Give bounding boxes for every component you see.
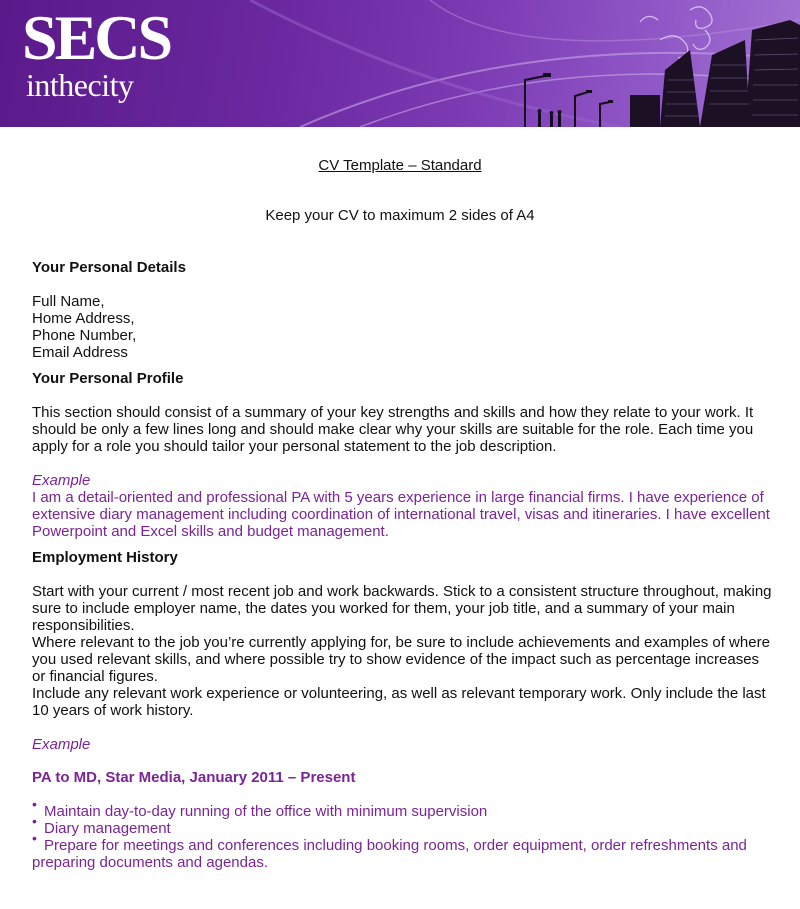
detail-line: Home Address,	[32, 310, 135, 327]
personal-profile-body: This section should consist of a summary of your key strengths and skills and how they relate to your work. It should be only a few lines long and should make clear why your skills are suitable for the role. Each time you apply for a role you should tailor your personal statement to the job description.	[32, 404, 754, 455]
responsibility-list	[32, 796, 772, 871]
employment-paragraph: Start with your current / most recent job and work backwards. Stick to a consistent structure throughout, making sure to include employer name, the dates you worked for them, your job title, and a summary of your main responsibilities.	[32, 583, 772, 634]
cv-content	[32, 259, 772, 871]
job-title: PA to MD, Star Media, January 2011 – Present	[32, 769, 356, 786]
employment-history-heading: Employment History	[32, 549, 178, 566]
employment-paragraph: Include any relevant work experience or volunteering, as well as relevant temporary work. Only include the last 10 years of work history.	[32, 685, 766, 719]
header-banner	[0, 0, 800, 127]
logo	[22, 2, 171, 103]
profile-example-label: Example	[32, 472, 91, 489]
logo-main-text: SECS	[22, 2, 171, 73]
bullet-icon: •	[32, 830, 37, 846]
list-item-text: Prepare for meetings and conferences including booking rooms, order equipment, order refreshments and preparing documents and agendas.	[32, 837, 747, 871]
detail-line: Full Name,	[32, 293, 105, 310]
personal-profile-heading: Your Personal Profile	[32, 370, 184, 387]
profile-example-text: I am a detail-oriented and professional PA with 5 years experience in large financial firms. I have experience of extensive diary management including coordination of international travel, visas and itineraries. I have excellent Powerpoint and Excel skills and budget management.	[32, 489, 770, 540]
bullet-icon: •	[32, 813, 37, 829]
list-item	[32, 813, 772, 837]
document-title: CV Template – Standard	[318, 157, 482, 174]
detail-line: Phone Number,	[32, 327, 137, 344]
logo-sub-text: inthecity	[26, 67, 134, 103]
employment-paragraph: Where relevant to the job you’re currently applying for, be sure to include achievements and examples of where you used relevant skills, and where possible try to show evidence of the impact such as percentage increases or financial figures.	[32, 634, 770, 685]
personal-details-heading: Your Personal Details	[32, 259, 186, 276]
list-item	[32, 830, 772, 871]
list-item-text: Maintain day-to-day running of the office with minimum supervision	[44, 803, 488, 820]
list-item-text: Diary management	[44, 820, 171, 837]
list-item	[32, 796, 772, 820]
detail-line: Email Address	[32, 344, 128, 361]
personal-details-list	[32, 293, 772, 361]
bullet-icon: •	[32, 796, 37, 812]
employment-example-label: Example	[32, 736, 91, 753]
document-subtitle: Keep your CV to maximum 2 sides of A4	[265, 207, 535, 224]
